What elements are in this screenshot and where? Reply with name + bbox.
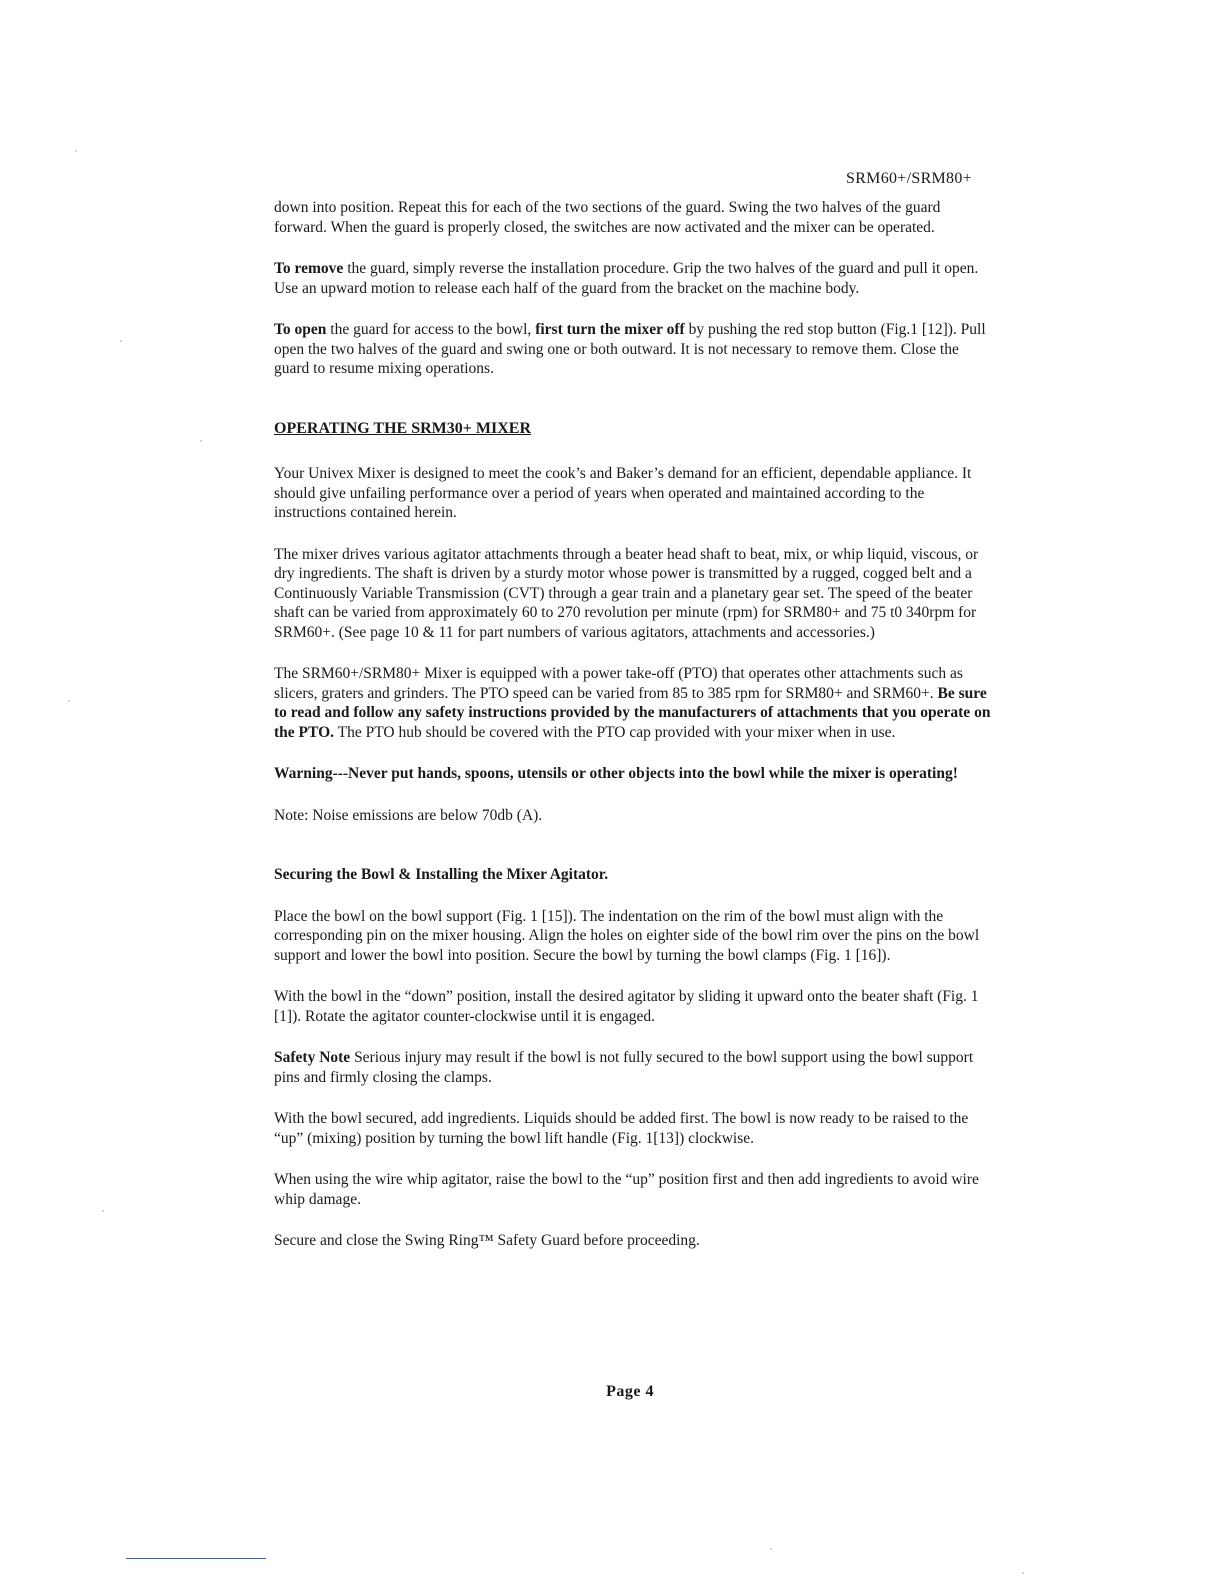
document-body [274,198,992,1251]
paragraph-remove-guard [274,259,992,298]
lead-to-open: To open [274,321,327,338]
scan-speck [68,700,70,702]
paragraph-secure-guard: Secure and close the Swing Ring™ Safety Guard before proceeding. [274,1232,700,1249]
lead-to-remove: To remove [274,260,344,277]
pto-safety-bold: Be sure to read and follow any safety instructions provided by the manufacturers of attachments that you operate on the PTO. [274,684,991,741]
safety-note-text: Serious injury may result if the bowl is not fully secured to the bowl support using the bowl support pins and firmly closing the clamps. [274,1049,974,1086]
paragraph-open-guard [274,320,992,379]
paragraph-guard-install: down into position. Repeat this for each of the two sections of the guard. Swing the two halves of the guard forward. When the guard is properly closed, the switches are now activated and the mixer can be operated. [274,199,941,236]
open-guard-text-a: the guard for access to the bowl, [326,321,536,338]
scan-speck [200,440,202,442]
pto-text-b: The PTO hub should be covered with the PTO cap provided with your mixer when in use. [334,723,896,741]
noise-note: Note: Noise emissions are below 70db (A). [274,806,543,824]
scan-speck [120,340,122,342]
scan-speck [75,150,77,152]
paragraph-univex-intro: Your Univex Mixer is designed to meet the cook’s and Baker’s demand for an efficient, dependable appliance. It should give unfailing performance over a period of years when operated and maintained according to the instructions contained herein. [274,465,972,521]
scan-speck [1022,1572,1024,1574]
page-number: Page 4 [606,1383,654,1400]
heading-operating-mixer: OPERATING THE SRM30+ MIXER [274,419,531,437]
scan-speck [102,1210,104,1212]
remove-guard-text: the guard, simply reverse the installation procedure. Grip the two halves of the guard and pull it open. Use an upward motion to release each half of the guard from the bracket on the machine body. [274,260,979,297]
pto-text-a: The SRM60+/SRM80+ Mixer is equipped with a power take-off (PTO) that operates other attachments such as slicers, graters and grinders. The PTO speed can be varied from 85 to 385 rpm for SRM80+ and SRM60+. [274,665,963,702]
footer-divider [126,1558,266,1559]
paragraph-mixer-drives: The mixer drives various agitator attachments through a beater head shaft to beat, mix, or whip liquid, viscous, or dry ingredients. The shaft is driven by a sturdy motor whose power is transmitted by a rugged, cogged belt and a Continuously Variable Transmission (CVT) through a gear train and a planetary gear set. The speed of the beater shaft can be varied from approximately 60 to 270 revolution per minute (rpm) for SRM80+ and 75 t0 340rpm for SRM60+. (See page 10 & 11 for part numbers of various agitators, attachments and accessories.) [274,545,979,641]
open-guard-text-b: by pushing the red stop button (Fig.1 [12]). Pull open the two halves of the guard and swing one or both outward. It is not necessary to remove them. Close the guard to resume mixing operations. [274,321,986,377]
open-guard-bold: first turn the mixer off [535,321,685,338]
heading-securing-bowl: Securing the Bowl & Installing the Mixer Agitator. [274,866,609,883]
paragraph-safety-note [274,1048,992,1087]
document-code: SRM60+/SRM80+ [846,170,972,187]
paragraph-add-ingredients: With the bowl secured, add ingredients. Liquids should be added first. The bowl is now ready to be raised to the “up” (mixing) position by turning the bowl lift handle (Fig. 1[13]) clockwise. [274,1110,969,1147]
paragraph-install-agitator: With the bowl in the “down” position, install the desired agitator by sliding it upward onto the beater shaft (Fig. 1 [1]). Rotate the agitator counter-clockwise until it is engaged. [274,988,979,1025]
paragraph-pto [274,664,992,742]
paragraph-wire-whip: When using the wire whip agitator, raise the bowl to the “up” position first and then add ingredients to avoid wire whip damage. [274,1171,979,1208]
scan-speck [770,1548,772,1550]
warning-text: Warning---Never put hands, spoons, utensils or other objects into the bowl while the mixer is operating! [274,765,958,782]
paragraph-place-bowl: Place the bowl on the bowl support (Fig. 1 [15]). The indentation on the rim of the bowl must align with the corresponding pin on the mixer housing. Align the holes on eighter side of the bowl rim over the pins on the bowl support and lower the bowl into position. Secure the bowl by turning the bowl clamps (Fig. 1 [16]). [274,907,980,964]
lead-safety-note: Safety Note [274,1049,351,1066]
